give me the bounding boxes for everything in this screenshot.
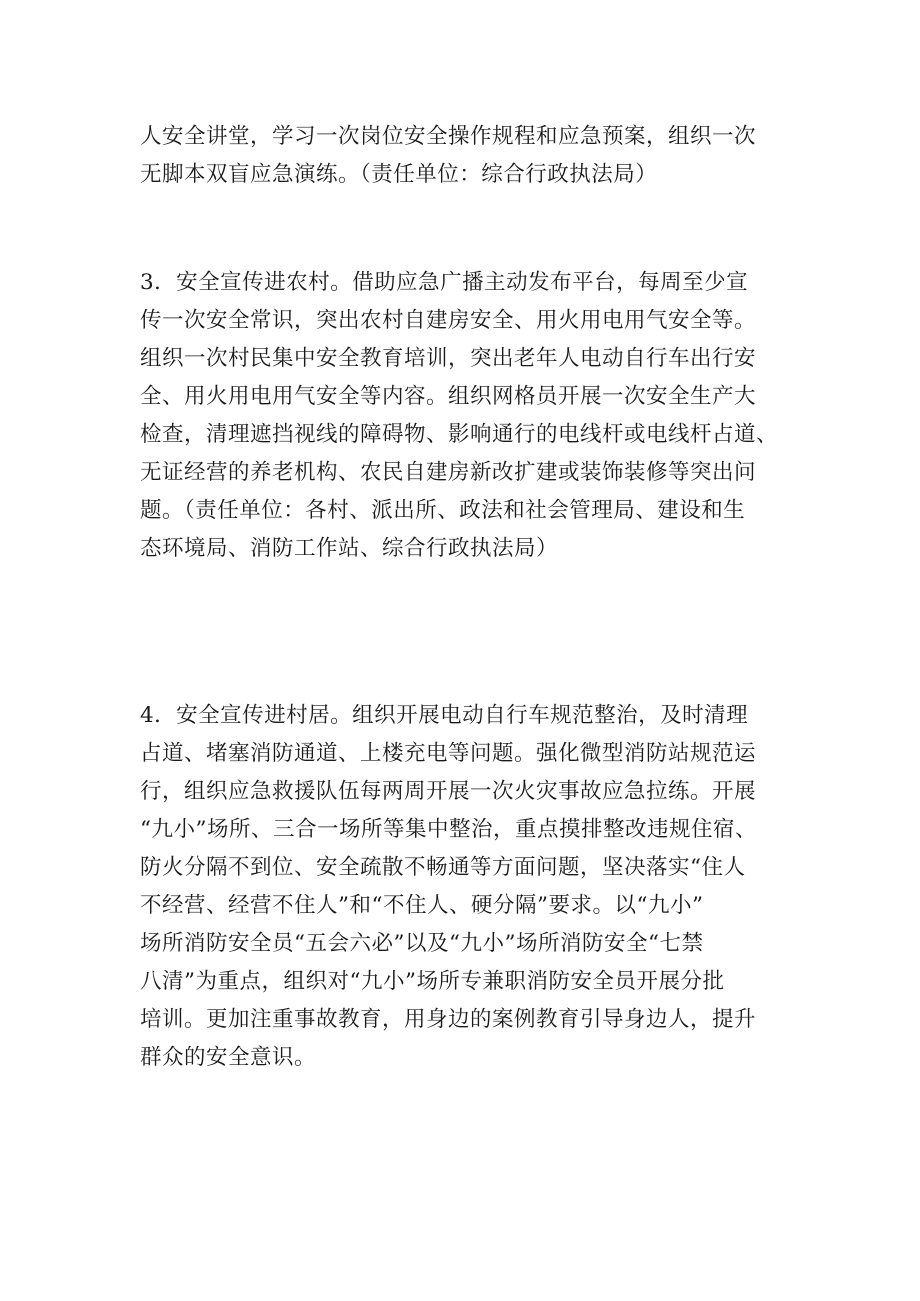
text-line: 不经营、经营不住人”和“不住人、硬分隔”要求。以“九小” <box>140 893 704 918</box>
text-line: 防火分隔不到位、安全疏散不畅通等方面问题，坚决落实“住人 <box>140 855 746 880</box>
text-line: 行，组织应急救援队伍每两周开展一次火灾事故应急拉练。开展 <box>140 779 757 804</box>
paragraph-item-3 <box>140 264 800 568</box>
text-line: 全、用火用电用气安全等内容。组织网格员开展一次安全生产大 <box>140 384 757 409</box>
text-line: 组织一次村民集中安全教育培训，突出老年人电动自行车出行安 <box>140 346 757 371</box>
text-line: “九小”场所、三合一场所等集中整治，重点摸排整改违规住宿、 <box>140 817 757 842</box>
text-line: 题。（责任单位：各村、派出所、政法和社会管理局、建设和生 <box>140 498 746 523</box>
text-line: 检查，清理遮挡视线的障碍物、影响通行的电线杆或电线杆占道、 <box>140 422 779 447</box>
text-line: 态环境局、消防工作站、综合行政执法局） <box>140 536 559 561</box>
text-line: 人安全讲堂，学习一次岗位安全操作规程和应急预案，组织一次 <box>140 124 757 149</box>
text-line: 4．安全宣传进村居。组织开展电动自行车规范整治，及时清理 <box>140 703 749 728</box>
text-line: 传一次安全常识，突出农村自建房安全、用火用电用气安全等。 <box>140 308 757 333</box>
text-line: 占道、堵塞消防通道、上楼充电等问题。强化微型消防站规范运 <box>140 741 757 766</box>
text-line: 八清”为重点，组织对“九小”场所专兼职消防安全员开展分批 <box>140 969 725 994</box>
text-line: 无证经营的养老机构、农民自建房新改扩建或装饰装修等突出问 <box>140 460 757 485</box>
paragraph-continued <box>140 118 800 194</box>
text-line: 场所消防安全员“五会六必”以及“九小”场所消防安全“七禁 <box>140 931 704 956</box>
text-line: 群众的安全意识。 <box>140 1045 317 1070</box>
text-line: 3．安全宣传进农村。借助应急广播主动发布平台，每周至少宣 <box>140 270 749 295</box>
text-line: 培训。更加注重事故教育，用身边的案例教育引导身边人，提升 <box>140 1007 757 1032</box>
text-line: 无脚本双盲应急演练。（责任单位：综合行政执法局） <box>140 162 658 187</box>
paragraph-item-4 <box>140 697 800 1077</box>
